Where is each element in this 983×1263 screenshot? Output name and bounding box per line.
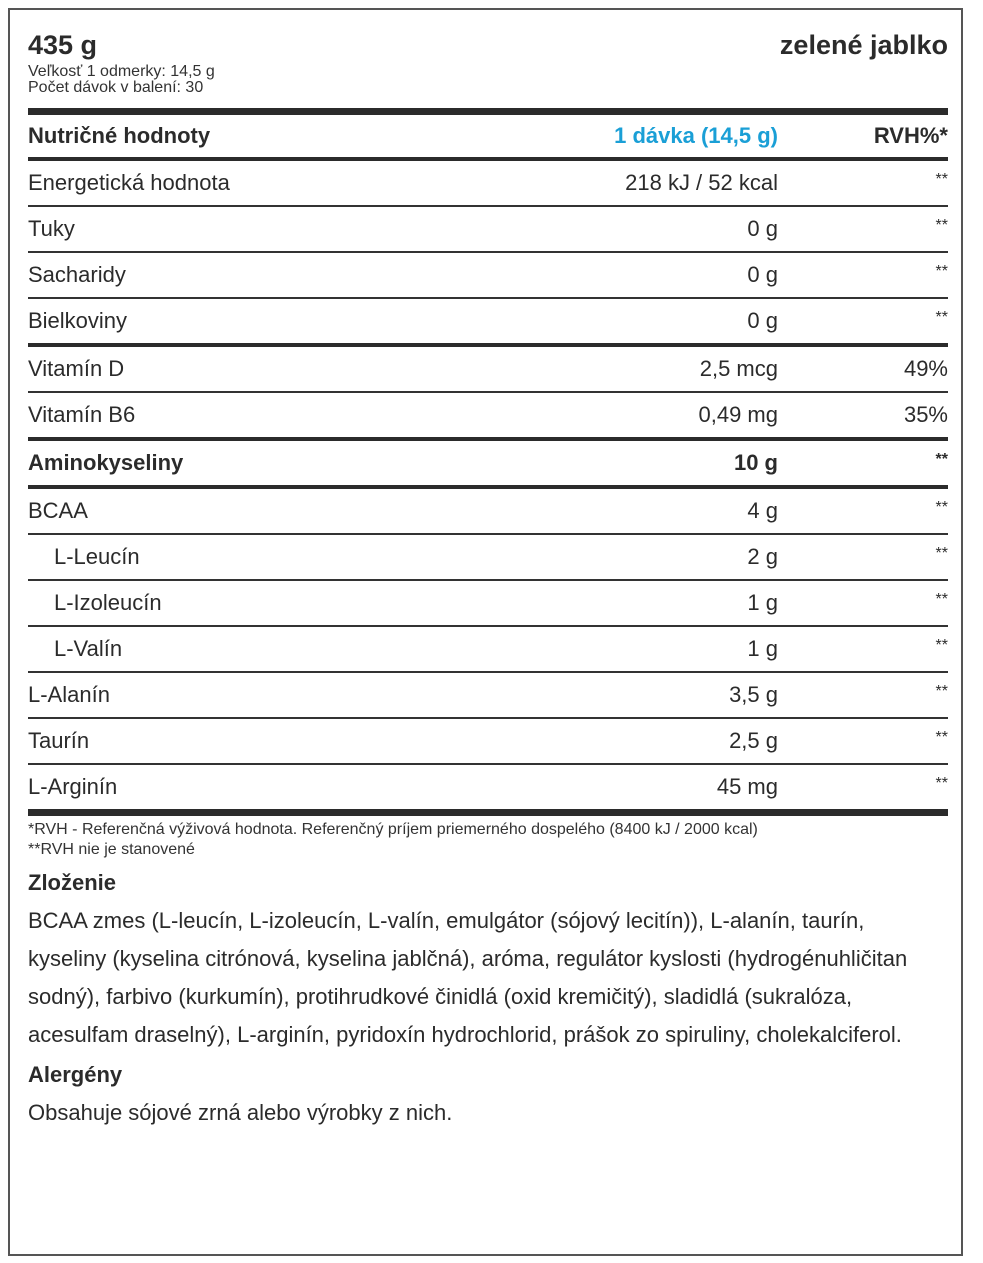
table-row <box>28 253 948 297</box>
nutrient-name: L-Valín <box>54 636 123 661</box>
nutrient-name: Bielkoviny <box>28 308 128 333</box>
nutrient-name: BCAA <box>28 498 88 523</box>
table-row <box>28 535 948 579</box>
composition-text: BCAA zmes (L-leucín, L-izoleucín, L-valín, emulgátor (sójový lecitín)), L-alanín, taurín, kyseliny (kyselina citrónová, kyselina jablčná), aróma, regulátor kyslosti (hydrogénuhličitan sodný), farbivo (kurkumín), protihrudkové činidlá (oxid kremičitý), sladidlá (sukralóza, acesulfam draselný), L-arginín, pyridoxín hydrochlorid, prášok zo spiruliny, cholekalciferol. <box>28 908 908 1047</box>
nutrient-value: 2 g <box>747 544 778 569</box>
nutrient-name: L-Arginín <box>28 774 118 799</box>
table-row <box>28 673 948 717</box>
divider <box>28 809 948 816</box>
nutrient-value: 0 g <box>747 216 778 241</box>
serving-size: Veľkosť 1 odmerky: 14,5 g <box>28 63 215 80</box>
nutrient-value: 4 g <box>747 498 778 523</box>
nutrient-name: L-Izoleucín <box>54 590 162 615</box>
nutrient-rvh: 49% <box>903 356 948 381</box>
nutrient-value: 2,5 g <box>729 728 778 753</box>
nutrient-rvh: ** <box>935 729 948 746</box>
package-weight: 435 g <box>28 30 98 60</box>
table-row <box>28 393 948 437</box>
nutrient-name: Energetická hodnota <box>28 170 230 195</box>
table-row <box>28 581 948 625</box>
allergens-text: Obsahuje sójové zrná alebo výrobky z nich. <box>28 1100 453 1125</box>
table-row <box>28 347 948 391</box>
nutrient-value: 3,5 g <box>729 682 778 707</box>
nutrient-rvh: ** <box>935 637 948 654</box>
column-header-nutrient: Nutričné hodnoty <box>28 123 211 148</box>
nutrient-rvh: ** <box>935 775 948 792</box>
column-header-serving: 1 dávka (14,5 g) <box>614 123 778 148</box>
divider <box>28 108 948 115</box>
nutrient-value: 0,49 mg <box>698 402 778 427</box>
table-header <box>28 115 948 157</box>
nutrient-value: 218 kJ / 52 kcal <box>625 170 778 195</box>
servings-per-package: Počet dávok v balení: 30 <box>28 79 204 96</box>
nutrient-name: Sacharidy <box>28 262 126 287</box>
table-row <box>28 627 948 671</box>
nutrient-rvh: 35% <box>903 402 948 427</box>
nutrient-rvh: ** <box>935 545 948 562</box>
nutrient-value: 10 g <box>733 450 778 475</box>
nutrient-value: 0 g <box>747 308 778 333</box>
nutrition-label <box>28 28 948 1132</box>
table-row <box>28 441 948 485</box>
table-row <box>28 207 948 251</box>
label-frame <box>8 8 963 1256</box>
nutrient-value: 1 g <box>747 590 778 615</box>
nutrient-rvh: ** <box>935 499 948 516</box>
nutrient-value: 1 g <box>747 636 778 661</box>
composition-title: Zloženie <box>28 870 117 895</box>
nutrient-name: Vitamín D <box>28 356 125 381</box>
nutrient-rvh: ** <box>935 217 948 234</box>
table-row <box>28 719 948 763</box>
nutrient-name: L-Leucín <box>54 544 140 569</box>
nutrient-name: L-Alanín <box>28 682 110 707</box>
column-header-rvh: RVH%* <box>873 123 948 148</box>
nutrient-name: Taurín <box>28 728 90 753</box>
table-row <box>28 765 948 809</box>
rvh-not-set-note: **RVH nie je stanovené <box>28 841 195 858</box>
nutrient-name: Vitamín B6 <box>28 402 136 427</box>
table-row <box>28 161 948 205</box>
nutrient-rvh: ** <box>935 451 948 468</box>
table-row <box>28 299 948 343</box>
label-header <box>28 28 948 64</box>
nutrient-rvh: ** <box>935 171 948 188</box>
allergens-title: Alergény <box>28 1062 123 1087</box>
nutrient-name: Aminokyseliny <box>28 450 184 475</box>
nutrient-value: 2,5 mcg <box>699 356 778 381</box>
nutrient-rvh: ** <box>935 309 948 326</box>
nutrient-rvh: ** <box>935 263 948 280</box>
flavor-name: zelené jablko <box>779 30 948 60</box>
rvh-footnote: *RVH - Referenčná výživová hodnota. Referenčný príjem priemerného dospelého (8400 kJ / 2000 kcal) <box>28 821 758 838</box>
nutrient-rvh: ** <box>935 683 948 700</box>
nutrient-value: 0 g <box>747 262 778 287</box>
nutrient-name: Tuky <box>28 216 75 241</box>
nutrient-value: 45 mg <box>716 774 778 799</box>
table-row <box>28 489 948 533</box>
nutrient-rvh: ** <box>935 591 948 608</box>
